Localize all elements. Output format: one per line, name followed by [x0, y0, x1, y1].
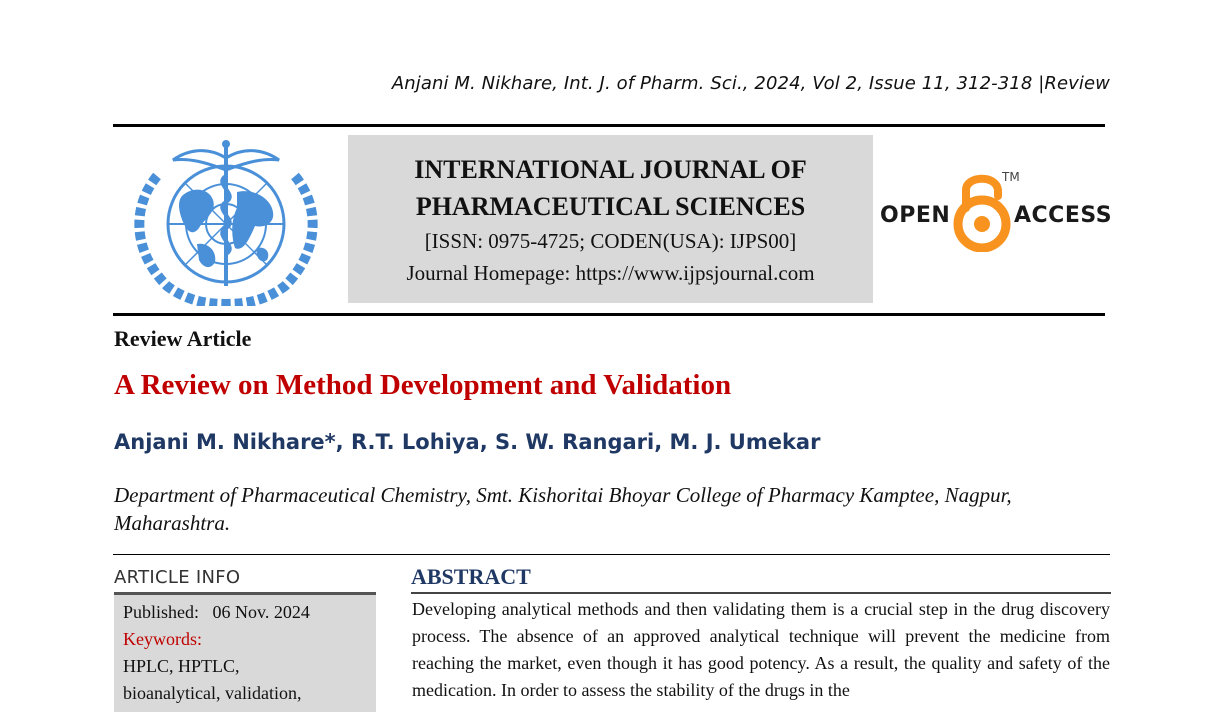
world-health-emblem-icon: [127, 136, 325, 306]
affiliation-line1: Department of Pharmaceutical Chemistry, Smt. Kishoritai Bhoyar College of Pharmacy Kamptee, Nagpur,: [114, 483, 1012, 507]
open-access-badge: [880, 168, 1113, 252]
abstract-rule: [411, 592, 1111, 594]
open-access-word-open: OPEN: [880, 203, 951, 228]
author-affiliation: [114, 481, 1074, 537]
published-date: 06 Nov. 2024: [212, 602, 310, 622]
journal-title-line1: INTERNATIONAL JOURNAL OF: [414, 155, 807, 184]
keywords-line2: bioanalytical, validation,: [123, 683, 302, 703]
published-label: Published:: [123, 602, 200, 622]
keywords-line1: HPLC, HPTLC,: [123, 656, 240, 676]
open-access-trademark: TM: [1002, 170, 1020, 184]
article-info-box: [114, 592, 376, 712]
abstract-heading: ABSTRACT: [411, 564, 531, 589]
journal-homepage: Journal Homepage: https://www.ijpsjournal.com: [406, 261, 815, 285]
article-authors: Anjani M. Nikhare*, R.T. Lohiya, S. W. Rangari, M. J. Umekar: [114, 430, 821, 454]
open-access-word-access: ACCESS: [1014, 203, 1113, 228]
affiliation-line2: Maharashtra.: [114, 511, 231, 535]
published-row: [123, 599, 376, 626]
article-title: A Review on Method Development and Validation: [114, 369, 732, 401]
journal-issn: [ISSN: 0975-4725; CODEN(USA): IJPS00]: [424, 229, 797, 253]
header-rule-top: [113, 124, 1105, 127]
header-rule-bottom: [113, 313, 1105, 316]
abstract-body: Developing analytical methods and then validating them is a crucial step in the drug discovery process. The absence of an approved analytical technique will prevent the medicine from reaching the market, even though it has good potency. As a result, the quality and safety of the medication. In order to assess the stability of the drugs in the: [412, 599, 1110, 700]
section-divider: [113, 554, 1110, 555]
journal-masthead: [348, 135, 873, 303]
journal-title-line2: PHARMACEUTICAL SCIENCES: [415, 192, 806, 221]
keywords-label: Keywords:: [123, 629, 202, 649]
running-header: Anjani M. Nikhare, Int. J. of Pharm. Sci., 2024, Vol 2, Issue 11, 312-318 |Review: [391, 73, 1110, 94]
article-type: Review Article: [114, 326, 252, 351]
article-info-heading: ARTICLE INFO: [114, 567, 241, 588]
